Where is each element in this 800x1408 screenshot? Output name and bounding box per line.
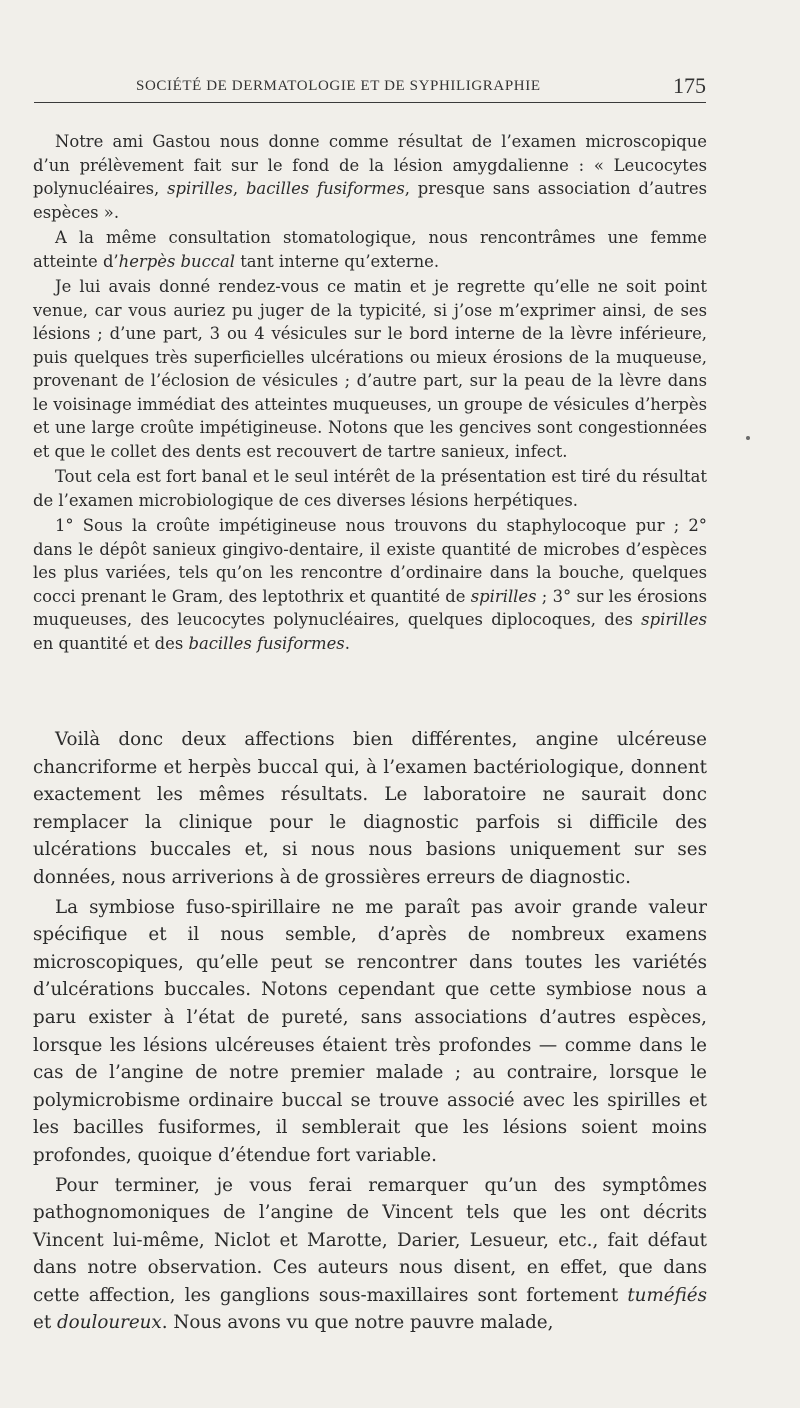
running-header — [34, 73, 706, 103]
paragraph: Je lui avais donné rendez-vous ce matin et je regrette qu’elle ne soit point venue, car vous auriez pu juger de la typicité, si j’ose m’exprimer ainsi, de ses lésions ; d’une part, 3 ou 4 vésicules sur le bord interne de la lèvre inférieure, puis quelques très superficielles ulcérations ou mieux érosions de la muqueuse, provenant de l’éclosion de vésicules ; d’autre part, sur la peau de la lèvre dans le voisinage immédiat des atteintes muqueuses, un groupe de vésicules d’herpès et une large croûte impétigineuse. Notons que les gencives sont congestionnées et que le collet des dents est recouvert de tartre sanieux, infect. — [33, 277, 707, 461]
paragraph: A la même consultation stomatologique, nous rencontrâmes une femme atteinte d’herpès buccal tant interne qu’externe. — [33, 228, 707, 271]
paragraph: Notre ami Gastou nous donne comme résultat de l’examen microscopique d’un prélèvement fait sur le fond de la lésion amygdalienne : « Leucocytes polynucléaires, spirilles, bacilles fusiformes, presque sans association d’autres espèces ». — [33, 132, 707, 222]
page-number: 175 — [673, 73, 706, 98]
header-title: SOCIÉTÉ DE DERMATOLOGIE ET DE SYPHILIGRAPHIE — [136, 78, 541, 94]
paragraph: Voilà donc deux affections bien différentes, angine ulcéreuse chancriforme et herpès buccal qui, à l’examen bactériologique, donnent exactement les mêmes résultats. Le laboratoire ne saurait donc remplacer la clinique pour le diagnostic parfois si difficile des ulcérations buccales et, si nous nous basions uniquement sur ses données, nous arriverions à de grossières erreurs de diagnostic. — [33, 729, 707, 888]
main-text-section — [33, 726, 707, 1339]
paragraph: La symbiose fuso-spirillaire ne me paraît pas avoir grande valeur spécifique et il nous semble, d’après de nombreux examens microscopiques, qu’elle peut se rencontrer dans toutes les variétés d’ulcérations buccales. Notons cependant que cette symbiose nous a paru exister à l’état de pureté, sans associations d’autres espèces, lorsque les lésions ulcéreuses étaient très profondes — comme dans le cas de l’angine de notre premier malade ; au contraire, lorsque le polymicrobisme ordinaire buccal se trouve associé avec les spirilles et les bacilles fusiformes, il semblerait que les lésions soient moins profondes, quoique d’étendue fort variable. — [33, 896, 707, 1166]
paper-speck — [746, 436, 750, 440]
small-print-section — [33, 130, 707, 657]
paragraph: 1° Sous la croûte impétigineuse nous trouvons du staphylocoque pur ; 2° dans le dépôt sanieux gingivo-dentaire, il existe quantité de microbes d’espèces les plus variées, tels qu’on les rencontre d’ordinaire dans la bouche, quelques cocci prenant le Gram, des leptothrix et quantité de spirilles ; 3° sur les érosions muqueuses, des leucocytes polynucléaires, quelques diplocoques, des spirilles en quantité et des bacilles fusiformes. — [33, 516, 707, 653]
paragraph: Tout cela est fort banal et le seul intérêt de la présentation est tiré du résultat de l’examen microbiologique de ces diverses lésions herpétiques. — [33, 467, 707, 510]
paragraph: Pour terminer, je vous ferai remarquer qu’un des symptômes pathognomoniques de l’angine de Vincent tels que les ont décrits Vincent lui-même, Niclot et Marotte, Darier, Lesueur, etc., fait défaut dans notre observation. Ces auteurs nous disent, en effet, que dans cette affection, les ganglions sous-maxillaires sont fortement tuméfiés et douloureux. Nous avons vu que notre pauvre malade, — [33, 1174, 707, 1334]
